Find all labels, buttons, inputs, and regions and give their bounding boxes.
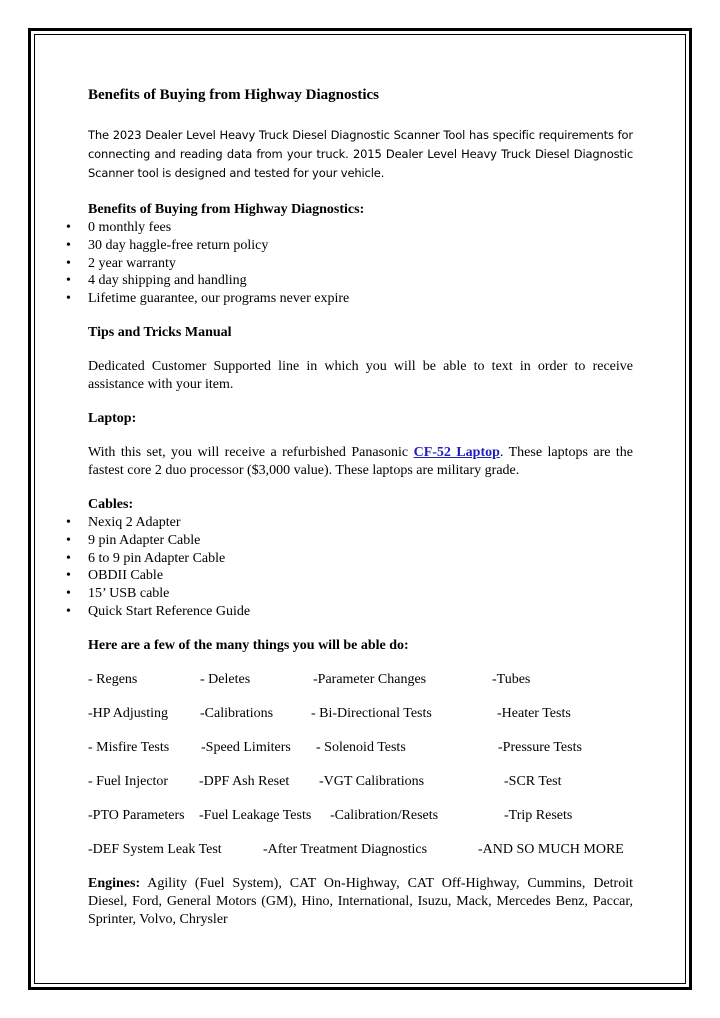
features-row (88, 705, 633, 723)
document-body (66, 86, 633, 929)
list-item: • 0 monthly fees (66, 220, 172, 235)
list-item: • Lifetime guarantee, our programs never expire (66, 291, 350, 307)
engines-label: Engines: (88, 875, 141, 891)
page-title: Benefits of Buying from Highway Diagnostics (88, 87, 379, 103)
laptop-link[interactable]: CF-52 Laptop (413, 444, 500, 460)
list-item: • Quick Start Reference Guide (66, 603, 251, 619)
bullet-icon: • (66, 273, 71, 289)
bullet-icon: • (66, 237, 71, 253)
list-item: • 4 day shipping and handling (66, 273, 247, 289)
list-item: • 15’ USB cable (66, 586, 170, 602)
bullet-icon: • (66, 220, 71, 235)
features-row (88, 739, 633, 757)
bullet-icon: • (66, 532, 71, 548)
feature-item: -Pressure Tests (498, 739, 582, 755)
laptop-heading: Laptop: (88, 410, 137, 426)
benefits-list (66, 219, 633, 308)
features-row (88, 807, 633, 825)
tips-heading: Tips and Tricks Manual (88, 324, 232, 340)
feature-item: - Regens (88, 671, 138, 687)
list-item: • 6 to 9 pin Adapter Cable (66, 550, 226, 566)
cables-list (66, 514, 633, 621)
list-item: • 30 day haggle-free return policy (66, 237, 269, 253)
benefits-heading: Benefits of Buying from Highway Diagnostics: (88, 202, 365, 217)
bullet-icon: • (66, 291, 71, 307)
feature-item: -DPF Ash Reset (199, 773, 290, 789)
features-row (88, 841, 633, 859)
bullet-icon: • (66, 568, 71, 584)
bullet-icon: • (66, 603, 71, 619)
features-row (88, 671, 633, 689)
feature-item: -Fuel Leakage Tests (199, 807, 312, 823)
features-row (88, 773, 633, 791)
feature-item: -VGT Calibrations (319, 773, 425, 789)
laptop-paragraph: With this set, you will receive a refurbished Panasonic CF-52 Laptop. These laptops are the fastest core 2 duo processor ($3,000 value). These laptops are military grade. (88, 444, 633, 478)
engines-paragraph: Engines: Agility (Fuel System), CAT On-Highway, CAT Off-Highway, Cummins, Detroit Diesel, Ford, General Motors (GM), Hino, International, Isuzu, Mack, Mercedes Benz, Paccar, Sprinter, Volvo, Chrysler (88, 875, 633, 927)
feature-item: - Deletes (200, 671, 251, 687)
cables-heading: Cables: (88, 496, 134, 512)
bullet-icon: • (66, 550, 71, 566)
feature-item: -Calibration/Resets (330, 807, 439, 823)
bullet-icon: • (66, 514, 71, 530)
feature-item: -Speed Limiters (201, 739, 291, 755)
feature-item: -PTO Parameters (88, 807, 185, 823)
feature-item: - Solenoid Tests (316, 739, 406, 755)
feature-item: -DEF System Leak Test (88, 841, 222, 857)
feature-item: -Trip Resets (504, 807, 573, 823)
feature-item: -AND SO MUCH MORE (478, 841, 624, 857)
bullet-icon: • (66, 586, 71, 602)
things-heading: Here are a few of the many things you will be able do: (88, 637, 409, 653)
list-item: • OBDII Cable (66, 568, 164, 584)
feature-item: -Heater Tests (497, 705, 571, 721)
list-item: • 9 pin Adapter Cable (66, 532, 201, 548)
feature-item: - Bi-Directional Tests (311, 705, 432, 721)
feature-item: - Misfire Tests (88, 739, 170, 755)
intro-paragraph: The 2023 Dealer Level Heavy Truck Diesel Diagnostic Scanner Tool has specific requirements for connecting and reading data from your truck. 2015 Dealer Level Heavy Truck Diesel Diagnostic Scanner tool is designed and tested for your vehicle. (88, 128, 633, 180)
feature-item: -Tubes (492, 671, 531, 687)
feature-item: -Calibrations (200, 705, 274, 721)
feature-item: - Fuel Injector (88, 773, 169, 789)
bullet-icon: • (66, 255, 71, 271)
list-item: • Nexiq 2 Adapter (66, 514, 181, 530)
feature-item: -SCR Test (504, 773, 562, 789)
feature-item: -Parameter Changes (313, 671, 427, 687)
tips-paragraph: Dedicated Customer Supported line in which you will be able to text in order to receive assistance with your item. (88, 358, 633, 392)
feature-item: -After Treatment Diagnostics (263, 841, 428, 857)
list-item: • 2 year warranty (66, 255, 176, 271)
feature-item: -HP Adjusting (88, 705, 168, 721)
